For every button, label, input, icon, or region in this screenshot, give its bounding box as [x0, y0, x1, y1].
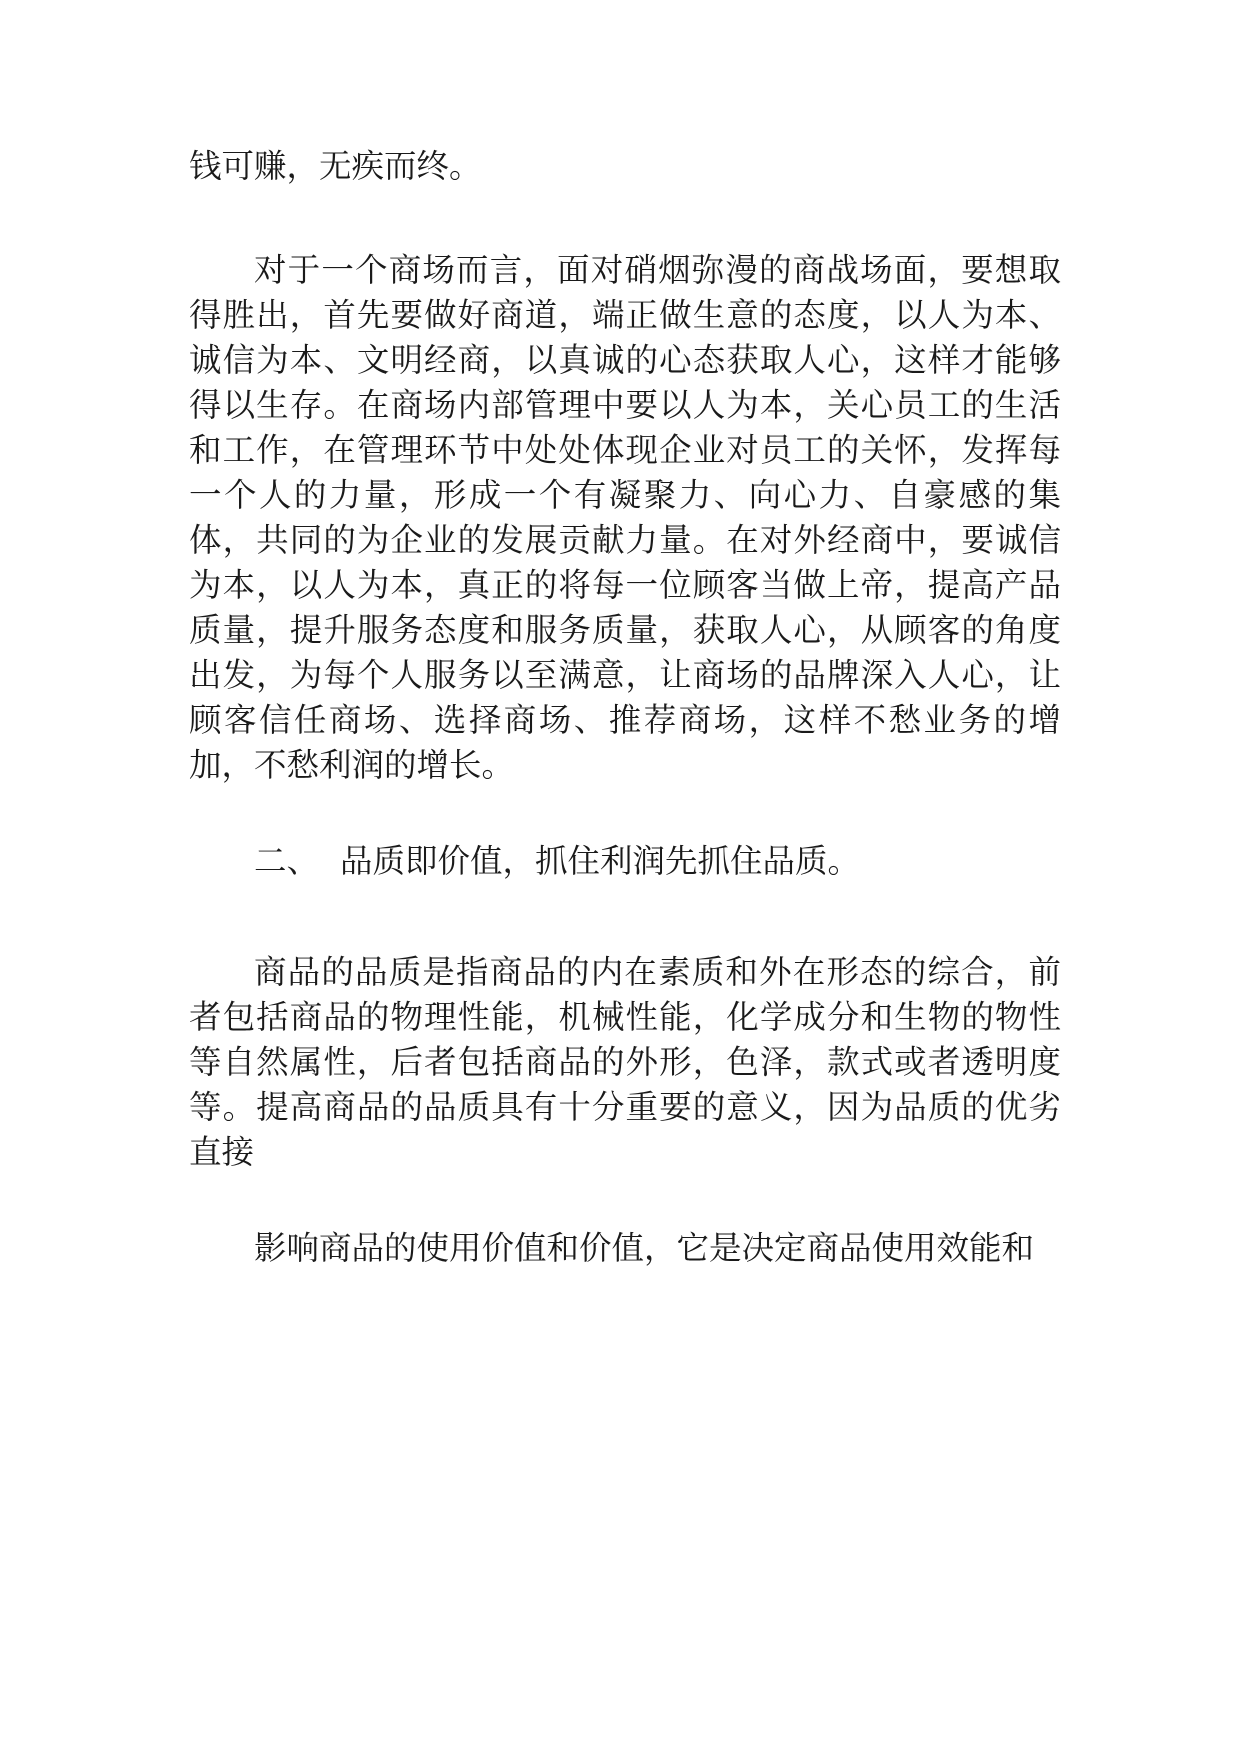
- section-heading: [254, 839, 860, 884]
- paragraph-product-quality: 商品的品质是指商品的内在素质和外在形态的综合，前者包括商品的物理性能，机械性能，化学成分和生物的物性等自然属性，后者包括商品的外形，色泽，款式或者透明度等。提高商品的品质具有十分重要的意义，因为品质的优劣直接: [189, 953, 1061, 1171]
- section-number: 二、: [254, 842, 320, 880]
- paragraph-business-ethics: 对于一个商场而言，面对硝烟弥漫的商战场面，要想取得胜出，首先要做好商道，端正做生意的态度，以人为本、诚信为本、文明经商，以真诚的心态获取人心，这样才能够得以生存。在商场内部管理中要以人为本，关心员工的生活和工作，在管理环节中处处体现企业对员工的关怀，发挥每一个人的力量，形成一个有凝聚力、向心力、自豪感的集体，共同的为企业的发展贡献力量。在对外经商中，要诚信为本，以人为本，真正的将每一位顾客当做上帝，提高产品质量，提升服务态度和服务质量，获取人心，从顾客的角度出发，为每个人服务以至满意，让商场的品牌深入人心，让顾客信任商场、选择商场、推荐商场，这样不愁业务的增加，不愁利润的增长。: [189, 251, 1061, 784]
- paragraph-continuation: 钱可赚，无疾而终。: [189, 147, 482, 185]
- paragraph-quality-impact: 影响商品的使用价值和价值，它是决定商品使用效能和: [254, 1229, 1035, 1267]
- section-title: 品质即价值，抓住利润先抓住品质。: [340, 842, 861, 880]
